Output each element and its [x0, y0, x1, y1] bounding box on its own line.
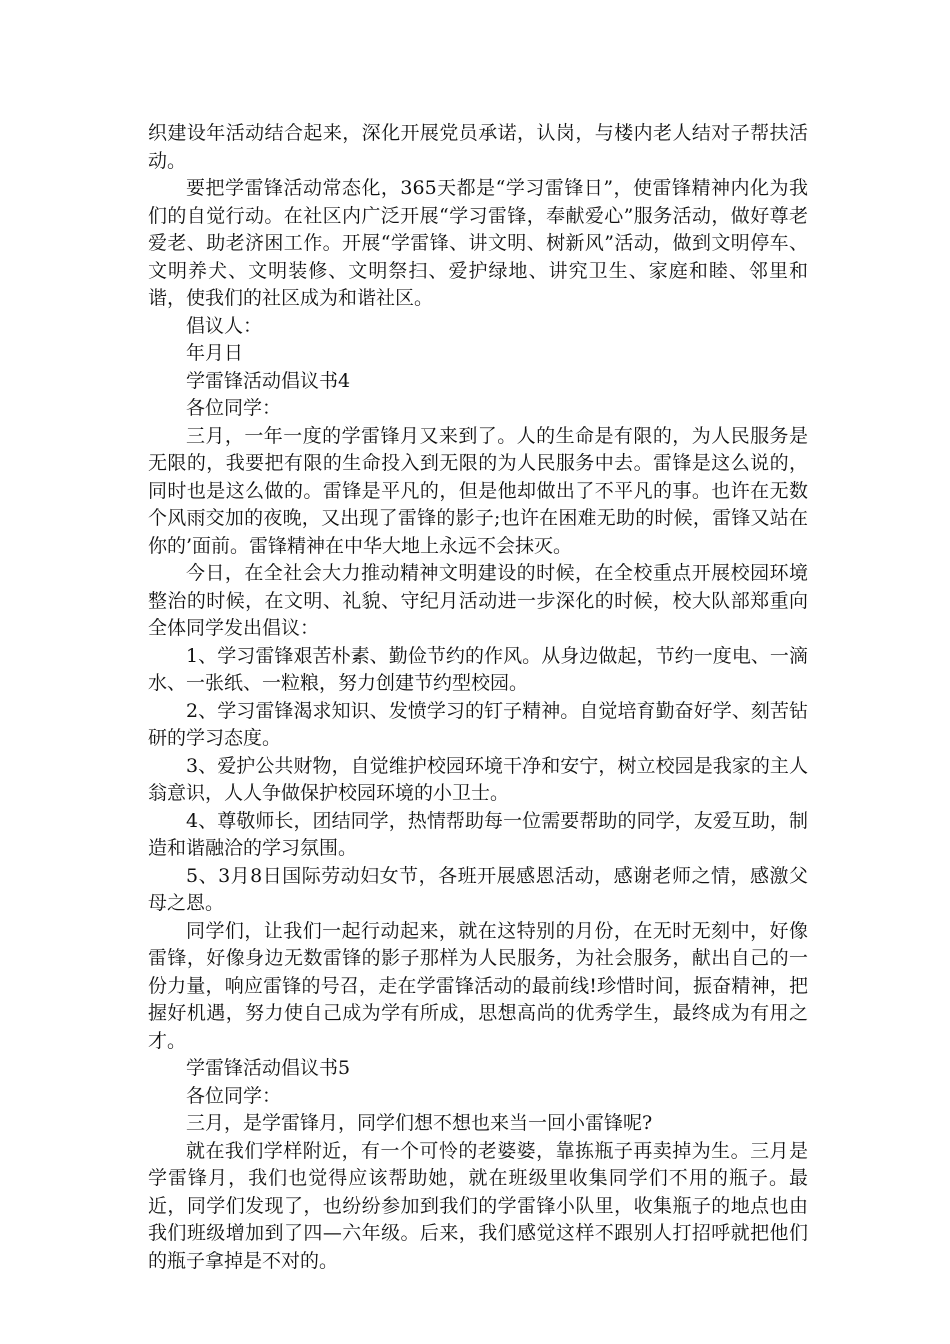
list-item: 2、学习雷锋渴求知识、发愤学习的钉子精神。自觉培育勤奋好学、刻苦钻研的学习态度。: [148, 699, 808, 749]
salutation: 各位同学：: [186, 1084, 282, 1107]
section-title: 学雷锋活动倡议书5: [186, 1057, 351, 1079]
paragraph: 就在我们学样附近，有一个可怜的老婆婆，靠拣瓶子再卖掉为生。三月是学雷锋月，我们也觉得应该帮助她，就在班级里收集同学们不用的瓶子。最近，同学们发现了，也纷纷参加到我们的学雷锋小队里，收集瓶子的地点也由我们班级增加到了四—六年级。后来，我们感觉这样不跟别人打招呼就把他们的瓶子拿掉是不对的。: [148, 1139, 808, 1272]
date-label: 年月日: [186, 342, 244, 364]
paragraph: 今日，在全社会大力推动精神文明建设的时候，在全校重点开展校园环境整治的时候，在文明、礼貌、守纪月活动进一步深化的时候，校大队部郑重向全体同学发出倡议：: [148, 562, 808, 639]
list-item: 1、学习雷锋艰苦朴素、勤俭节约的作风。从身边做起，节约一度电、一滴水、一张纸、一粒粮，努力创建节约型校园。: [148, 644, 808, 694]
section-title: 学雷锋活动倡议书4: [186, 369, 351, 392]
list-item: 3、爱护公共财物，自觉维护校园环境干净和安宁，树立校园是我家的主人翁意识，人人争做保护校园环境的小卫士。: [148, 754, 808, 804]
salutation: 各位同学：: [186, 397, 282, 419]
paragraph-continuation: 织建设年活动结合起来，深化开展党员承诺，认岗，与楼内老人结对子帮扶活动。: [148, 122, 808, 172]
proposer-label: 倡议人：: [186, 314, 263, 337]
paragraph: 同学们，让我们一起行动起来，就在这特别的月份，在无时无刻中，好像雷锋，好像身边无数雷锋的影子那样为人民服务，为社会服务，献出自己的一份力量，响应雷锋的号召，走在学雷锋活动的最前线!珍惜时间，振奋精神，把握好机遇，努力使自己成为学有所成，思想高尚的优秀学生，最终成为有用之才。: [148, 919, 808, 1052]
paragraph: 要把学雷锋活动常态化，365天都是“学习雷锋日”，使雷锋精神内化为我们的自觉行动。在社区内广泛开展“学习雷锋，奉献爱心”服务活动，做好尊老爱老、助老济困工作。开展“学雷锋、讲文明、树新风”活动，做到文明停车、文明养犬、文明装修、文明祭扫、爱护绿地、讲究卫生、家庭和睦、邻里和谐，使我们的社区成为和谐社区。: [148, 177, 808, 309]
list-item: 4、尊敬师长，团结同学，热情帮助每一位需要帮助的同学，友爱互助，制造和谐融洽的学习氛围。: [148, 809, 808, 859]
paragraph: 三月，是学雷锋月，同学们想不想也来当一回小雷锋呢?: [186, 1112, 653, 1134]
document-body: [148, 120, 808, 1275]
list-item: 5、3月8日国际劳动妇女节，各班开展感恩活动，感谢老师之情，感激父母之恩。: [148, 864, 808, 914]
paragraph: 三月，一年一度的学雷锋月又来到了。人的生命是有限的，为人民服务是无限的，我要把有限的生命投入到无限的为人民服务中去。雷锋是这么说的，同时也是这么做的。雷锋是平凡的，但是他却做出了不平凡的事。也许在无数个风雨交加的夜晚，又出现了雷锋的影子;也许在困难无助的时候，雷锋又站在你的’面前。雷锋精神在中华大地上永远不会抹灭。: [148, 424, 808, 557]
